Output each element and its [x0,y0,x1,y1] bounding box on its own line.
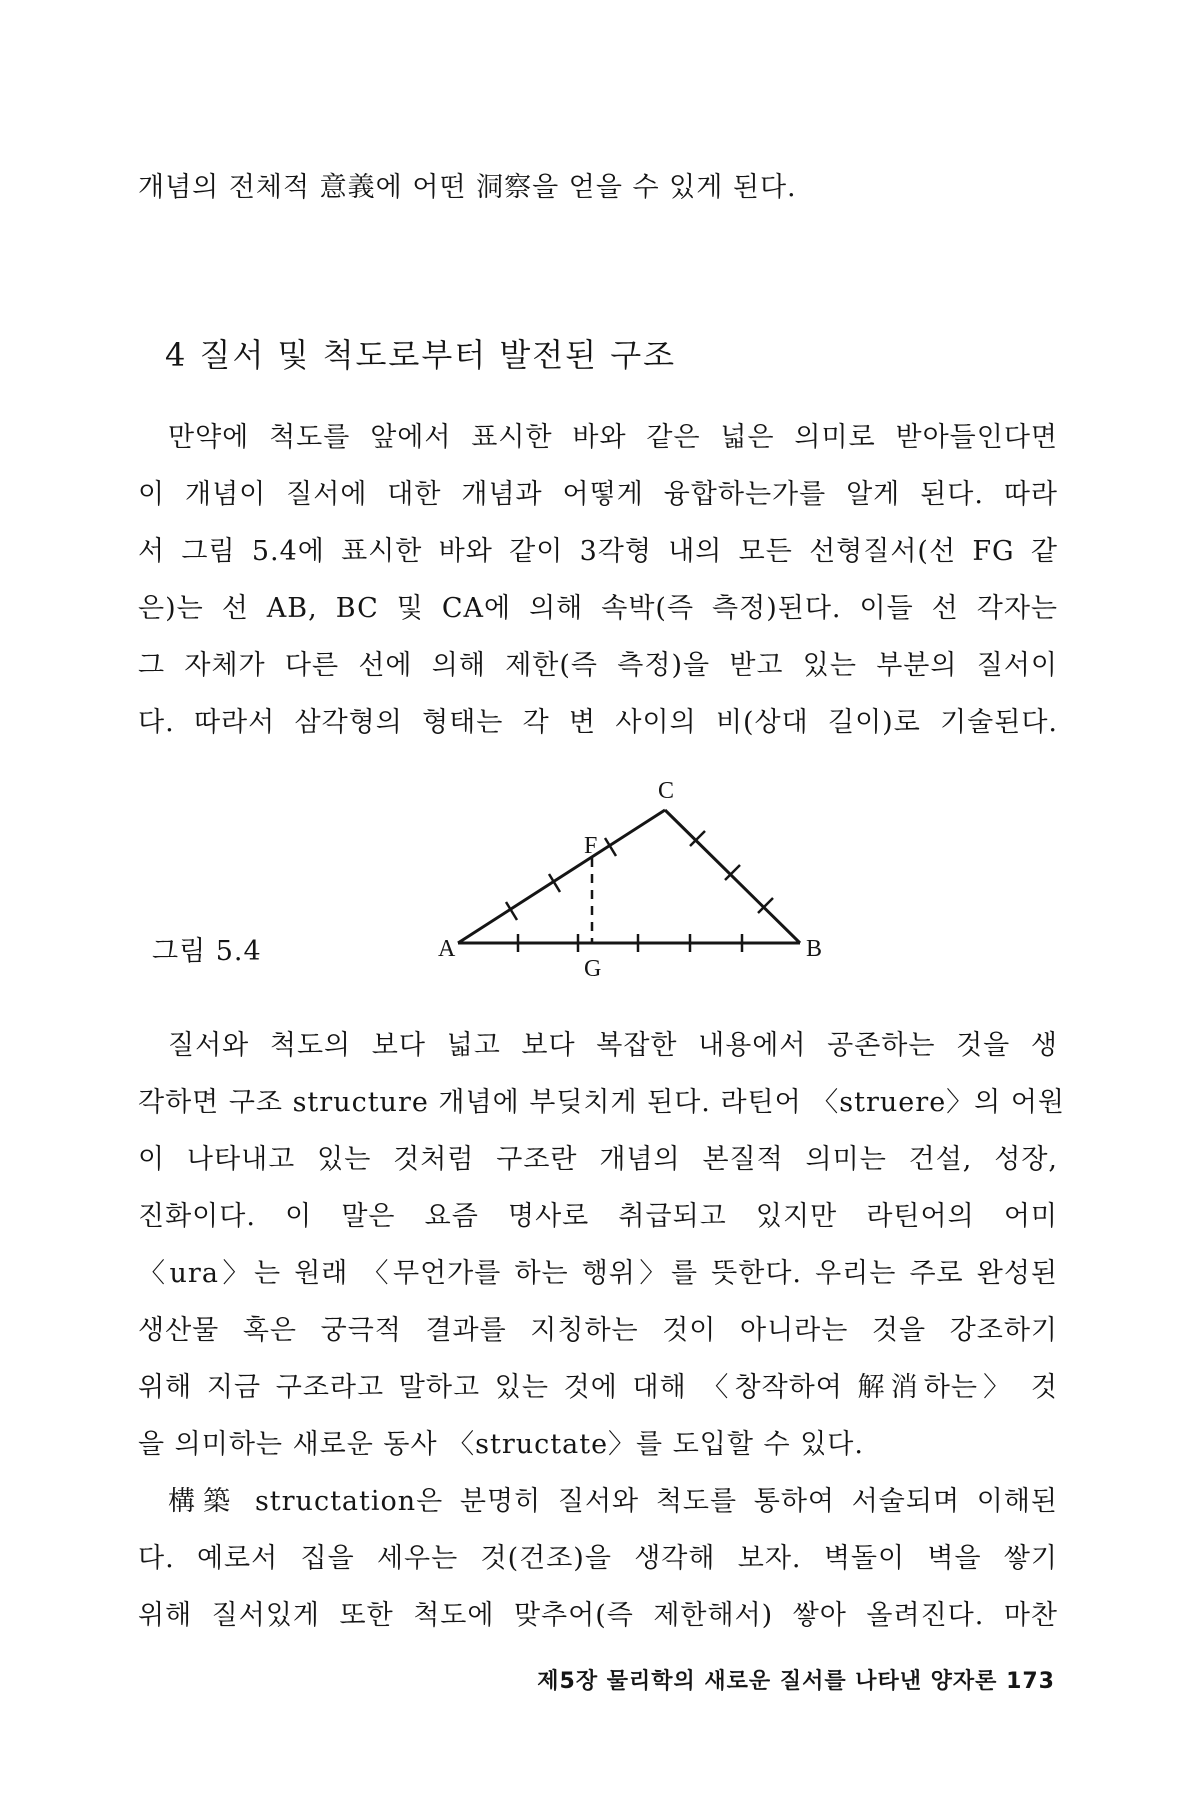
paragraph-line: 다. 따라서 삼각형의 형태는 각 변 사이의 비(상대 길이)로 기술된다. [138,707,1058,738]
figure-label: 그림 5.4 [152,936,262,967]
paragraph-line: 그 자체가 다른 선에 의해 제한(즉 측정)을 받고 있는 부분의 질서이 [138,650,1058,681]
paragraph-line: 은)는 선 AB, BC 및 CA에 의해 속박(즉 측정)된다. 이들 선 각자는 [138,593,1058,624]
ticks-cb [690,831,773,913]
page-footer: 제5장 물리학의 새로운 질서를 나타낸 양자론 173 [537,1669,1055,1694]
point-label-a: A [438,936,456,962]
point-label-f: F [584,833,598,859]
paragraph-line: 위해 지금 구조라고 말하고 있는 것에 대해 〈창작하여 解消하는〉 것 [138,1372,1058,1403]
triangle-figure [420,760,840,990]
side-ac [458,810,665,943]
paragraph-line: 이 개념이 질서에 대한 개념과 어떻게 융합하는가를 알게 된다. 따라 [138,479,1058,510]
ticks-ac [506,838,616,920]
point-label-b: B [806,936,823,962]
top-line: 개념의 전체적 意義에 어떤 洞察을 얻을 수 있게 된다. [138,172,797,203]
paragraph-line: 을 의미하는 새로운 동사 〈structate〉를 도입할 수 있다. [138,1429,864,1460]
paragraph-line: 진화이다. 이 말은 요즘 명사로 취급되고 있지만 라틴어의 어미 [138,1201,1058,1232]
paragraph-line: 각하면 구조 structure 개념에 부딪치게 된다. 라틴어 〈struere〉의 어원 [138,1087,1065,1118]
point-label-c: C [658,778,675,804]
paragraph-line: 이 나타내고 있는 것처럼 구조란 개념의 본질적 의미는 건설, 성장, [138,1144,1058,1175]
section-heading: 4 질서 및 척도로부터 발전된 구조 [165,336,677,374]
paragraph-line: 만약에 척도를 앞에서 표시한 바와 같은 넓은 의미로 받아들인다면 [168,422,1058,453]
point-label-g: G [584,956,602,982]
paragraph-line: 생산물 혹은 궁극적 결과를 지칭하는 것이 아니라는 것을 강조하기 [138,1315,1058,1346]
paragraph-line: 질서와 척도의 보다 넓고 보다 복잡한 내용에서 공존하는 것을 생 [168,1030,1058,1061]
side-cb [665,810,800,943]
paragraph-line: 構築 structation은 분명히 질서와 척도를 통하여 서술되며 이해된 [168,1486,1058,1517]
paragraph-line: 서 그림 5.4에 표시한 바와 같이 3각형 내의 모든 선형질서(선 FG 같 [138,536,1058,567]
paragraph-line: 위해 질서있게 또한 척도에 맞추어(즉 제한해서) 쌓아 올려진다. 마찬 [138,1600,1058,1631]
paragraph-line: 〈ura〉는 원래 〈무언가를 하는 행위〉를 뜻한다. 우리는 주로 완성된 [138,1258,1058,1289]
paragraph-line: 다. 예로서 집을 세우는 것(건조)을 생각해 보자. 벽돌이 벽을 쌓기 [138,1543,1058,1574]
